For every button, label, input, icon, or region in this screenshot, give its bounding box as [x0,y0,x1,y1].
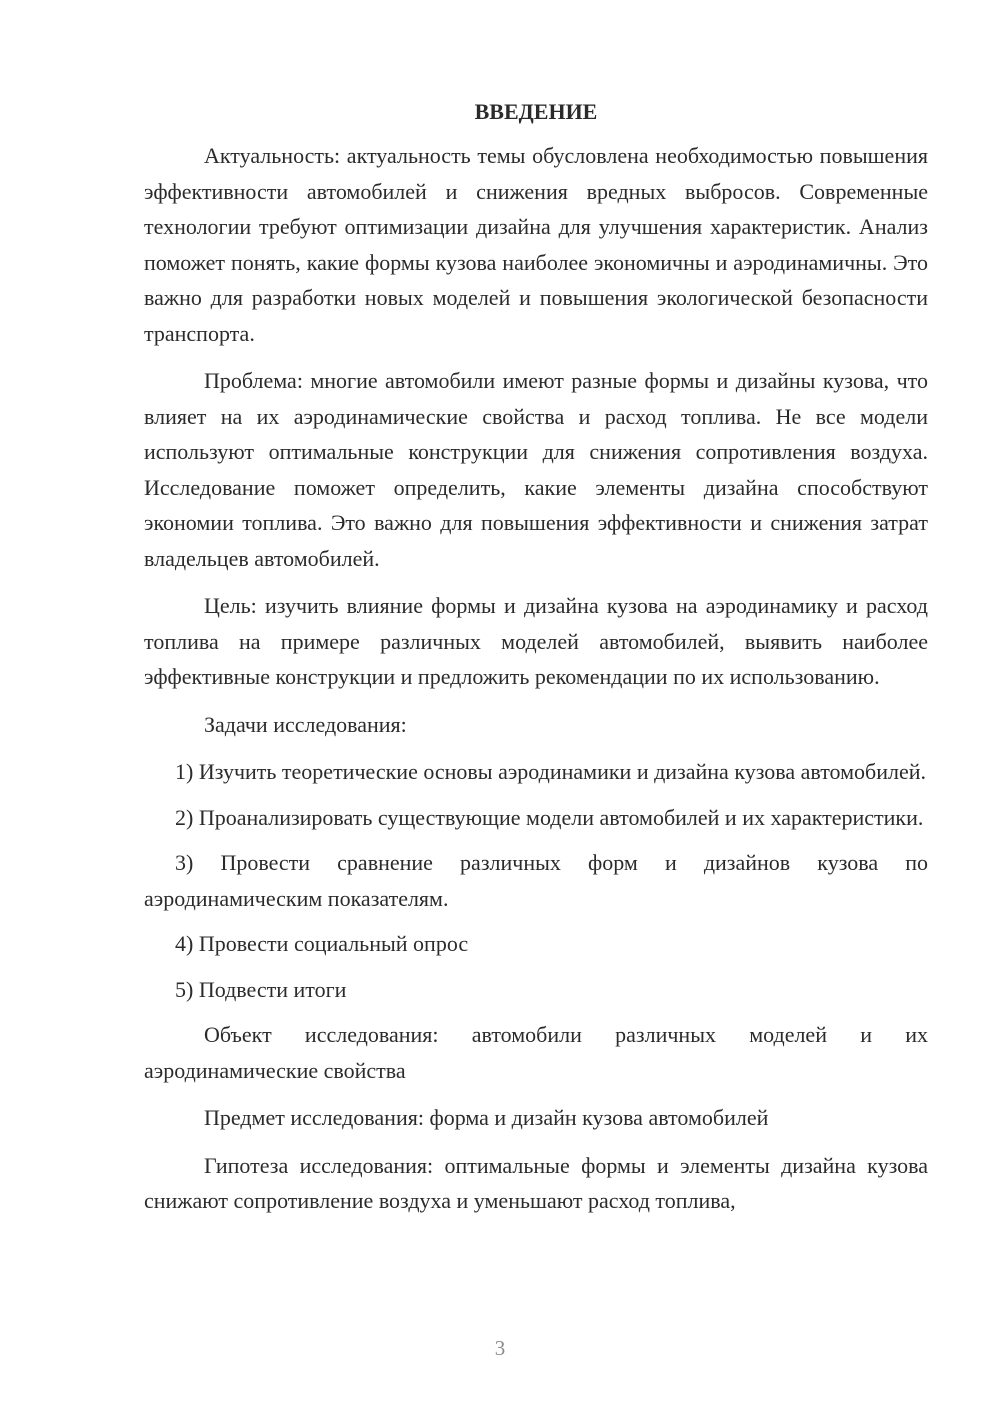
page-number: 3 [494,1336,506,1360]
hypothesis-paragraph: Гипотеза исследования: оптимальные формы и элементы дизайна кузова снижают сопротивление воздуха и уменьшают расход топлива, [144,1152,928,1213]
task-item-5: 5) Подвести итоги [175,976,347,1002]
object-paragraph: Объект исследования: автомобили различных моделей и их аэродинамические свойства [144,1022,928,1083]
tasks-heading: Задачи исследования: [204,711,407,737]
goal-paragraph: Цель: изучить влияние формы и дизайна кузова на аэродинамику и расход топлива на примере различных моделей автомобилей, выявить наиболее эффективные конструкции и предложить рекомендации по их использованию. [144,593,928,689]
task-item-1: 1) Изучить теоретические основы аэродинамики и дизайна кузова автомобилей. [175,759,927,784]
subject-paragraph: Предмет исследования: форма и дизайн кузова автомобилей [204,1105,769,1130]
relevance-paragraph: Актуальность: актуальность темы обусловлена необходимостью повышения эффективности автомобилей и снижения вредных выбросов. Современные технологии требуют оптимизации дизайна для улучшения характеристик. Анализ поможет понять, какие формы кузова наиболее экономичны и аэродинамичны. Это важно для разработки новых моделей и повышения экологической безопасности транспорта. [144,143,928,346]
problem-paragraph: Проблема: многие автомобили имеют разные формы и дизайны кузова, что влияет на их аэродинамические свойства и расход топлива. Не все модели используют оптимальные конструкции для снижения сопротивления воздуха. Исследование поможет определить, какие элементы дизайна способствуют экономии топлива. Это важно для повышения эффективности и снижения затрат владельцев автомобилей. [144,368,928,571]
task-item-2: 2) Проанализировать существующие модели автомобилей и их характеристики. [175,804,924,830]
section-title: ВВЕДЕНИЕ [474,99,598,124]
task-item-3: 3) Провести сравнение различных форм и дизайнов кузова по аэродинамическим показателям. [144,850,928,911]
task-item-4: 4) Провести социальный опрос [175,931,469,956]
page-content [144,94,928,1231]
